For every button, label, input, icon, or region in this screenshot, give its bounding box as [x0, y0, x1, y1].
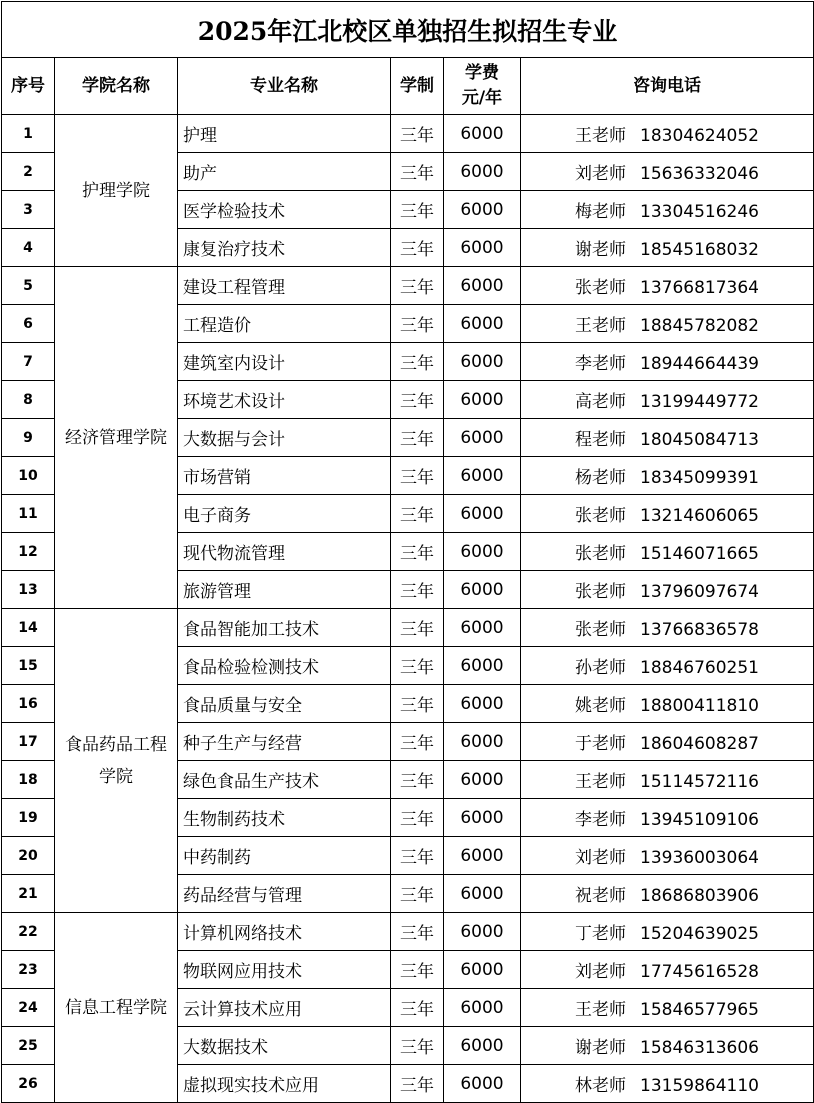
contact-cell — [521, 571, 814, 609]
contact-teacher: 王老师 — [575, 772, 627, 792]
tuition-fee: 6000 — [444, 533, 521, 571]
row-number: 22 — [2, 913, 55, 951]
college-name: 护理学院 — [55, 115, 178, 267]
contact-cell — [521, 229, 814, 267]
contact-teacher: 李老师 — [575, 810, 627, 830]
header-fee — [444, 58, 521, 115]
contact-phone: 18304624052 — [640, 126, 759, 146]
row-number: 4 — [2, 229, 55, 267]
duration: 三年 — [391, 761, 444, 799]
duration: 三年 — [391, 115, 444, 153]
header-major: 专业名称 — [178, 58, 391, 115]
duration: 三年 — [391, 533, 444, 571]
tuition-fee: 6000 — [444, 1027, 521, 1065]
college-name: 经济管理学院 — [55, 267, 178, 609]
row-number: 7 — [2, 343, 55, 381]
table-row — [2, 913, 814, 951]
major-name: 现代物流管理 — [178, 533, 391, 571]
duration: 三年 — [391, 229, 444, 267]
header-contact: 咨询电话 — [521, 58, 814, 115]
major-name: 医学检验技术 — [178, 191, 391, 229]
duration: 三年 — [391, 989, 444, 1027]
contact-cell — [521, 1065, 814, 1103]
major-name: 电子商务 — [178, 495, 391, 533]
contact-phone: 15204639025 — [640, 924, 759, 944]
duration: 三年 — [391, 419, 444, 457]
major-name: 大数据与会计 — [178, 419, 391, 457]
row-number: 14 — [2, 609, 55, 647]
table-body — [2, 115, 814, 1103]
tuition-fee: 6000 — [444, 761, 521, 799]
duration: 三年 — [391, 343, 444, 381]
duration: 三年 — [391, 381, 444, 419]
row-number: 5 — [2, 267, 55, 305]
contact-cell — [521, 495, 814, 533]
tuition-fee: 6000 — [444, 837, 521, 875]
duration: 三年 — [391, 837, 444, 875]
major-name: 市场营销 — [178, 457, 391, 495]
major-name: 计算机网络技术 — [178, 913, 391, 951]
contact-phone: 13936003064 — [640, 848, 759, 868]
contact-cell — [521, 875, 814, 913]
tuition-fee: 6000 — [444, 191, 521, 229]
row-number: 23 — [2, 951, 55, 989]
major-name: 助产 — [178, 153, 391, 191]
duration: 三年 — [391, 799, 444, 837]
contact-phone: 18686803906 — [640, 886, 759, 906]
contact-phone: 15114572116 — [640, 772, 759, 792]
contact-teacher: 孙老师 — [575, 658, 627, 678]
tuition-fee: 6000 — [444, 951, 521, 989]
contact-teacher: 张老师 — [575, 278, 627, 298]
contact-cell — [521, 191, 814, 229]
contact-phone: 13766836578 — [640, 620, 759, 640]
duration: 三年 — [391, 495, 444, 533]
contact-phone: 18345099391 — [640, 468, 759, 488]
row-number: 9 — [2, 419, 55, 457]
header-row — [2, 58, 814, 115]
contact-teacher: 张老师 — [575, 544, 627, 564]
tuition-fee: 6000 — [444, 153, 521, 191]
table-row — [2, 115, 814, 153]
duration: 三年 — [391, 609, 444, 647]
major-name: 建设工程管理 — [178, 267, 391, 305]
major-name: 建筑室内设计 — [178, 343, 391, 381]
duration: 三年 — [391, 647, 444, 685]
header-fee-line1: 学费 — [465, 63, 499, 83]
duration: 三年 — [391, 875, 444, 913]
contact-phone: 17745616528 — [640, 962, 759, 982]
contact-cell — [521, 343, 814, 381]
row-number: 13 — [2, 571, 55, 609]
contact-phone: 18944664439 — [640, 354, 759, 374]
major-name: 绿色食品生产技术 — [178, 761, 391, 799]
row-number: 11 — [2, 495, 55, 533]
tuition-fee: 6000 — [444, 989, 521, 1027]
contact-teacher: 谢老师 — [575, 240, 627, 260]
tuition-fee: 6000 — [444, 115, 521, 153]
contact-teacher: 高老师 — [575, 392, 627, 412]
contact-phone: 18604608287 — [640, 734, 759, 754]
header-college: 学院名称 — [55, 58, 178, 115]
contact-cell — [521, 837, 814, 875]
duration: 三年 — [391, 723, 444, 761]
contact-cell — [521, 153, 814, 191]
duration: 三年 — [391, 951, 444, 989]
duration: 三年 — [391, 1027, 444, 1065]
contact-teacher: 程老师 — [575, 430, 627, 450]
contact-teacher: 于老师 — [575, 734, 627, 754]
contact-teacher: 谢老师 — [575, 1038, 627, 1058]
major-name: 中药制药 — [178, 837, 391, 875]
row-number: 15 — [2, 647, 55, 685]
row-number: 24 — [2, 989, 55, 1027]
major-name: 护理 — [178, 115, 391, 153]
row-number: 26 — [2, 1065, 55, 1103]
row-number: 25 — [2, 1027, 55, 1065]
contact-cell — [521, 1027, 814, 1065]
contact-cell — [521, 989, 814, 1027]
contact-teacher: 梅老师 — [575, 202, 627, 222]
duration: 三年 — [391, 153, 444, 191]
contact-cell — [521, 267, 814, 305]
tuition-fee: 6000 — [444, 799, 521, 837]
major-name: 种子生产与经营 — [178, 723, 391, 761]
contact-phone: 18845782082 — [640, 316, 759, 336]
duration: 三年 — [391, 191, 444, 229]
college-name: 食品药品工程学院 — [55, 609, 178, 913]
contact-teacher: 张老师 — [575, 620, 627, 640]
contact-cell — [521, 951, 814, 989]
tuition-fee: 6000 — [444, 495, 521, 533]
contact-phone: 18045084713 — [640, 430, 759, 450]
major-name: 食品检验检测技术 — [178, 647, 391, 685]
header-duration: 学制 — [391, 58, 444, 115]
row-number: 18 — [2, 761, 55, 799]
table-title: 2025年江北校区单独招生拟招生专业 — [2, 2, 814, 58]
major-name: 虚拟现实技术应用 — [178, 1065, 391, 1103]
major-name: 环境艺术设计 — [178, 381, 391, 419]
tuition-fee: 6000 — [444, 267, 521, 305]
major-name: 生物制药技术 — [178, 799, 391, 837]
row-number: 3 — [2, 191, 55, 229]
major-name: 药品经营与管理 — [178, 875, 391, 913]
tuition-fee: 6000 — [444, 913, 521, 951]
contact-cell — [521, 799, 814, 837]
row-number: 8 — [2, 381, 55, 419]
contact-cell — [521, 913, 814, 951]
enrollment-table — [1, 1, 814, 1103]
table-row — [2, 609, 814, 647]
contact-cell — [521, 609, 814, 647]
title-row — [2, 2, 814, 58]
contact-teacher: 王老师 — [575, 126, 627, 146]
tuition-fee: 6000 — [444, 419, 521, 457]
contact-teacher: 祝老师 — [575, 886, 627, 906]
major-name: 大数据技术 — [178, 1027, 391, 1065]
tuition-fee: 6000 — [444, 609, 521, 647]
duration: 三年 — [391, 1065, 444, 1103]
contact-phone: 13766817364 — [640, 278, 759, 298]
contact-phone: 13199449772 — [640, 392, 759, 412]
contact-cell — [521, 761, 814, 799]
row-number: 20 — [2, 837, 55, 875]
contact-phone: 15146071665 — [640, 544, 759, 564]
college-name: 信息工程学院 — [55, 913, 178, 1103]
tuition-fee: 6000 — [444, 229, 521, 267]
row-number: 6 — [2, 305, 55, 343]
contact-cell — [521, 533, 814, 571]
contact-phone: 18846760251 — [640, 658, 759, 678]
major-name: 云计算技术应用 — [178, 989, 391, 1027]
row-number: 2 — [2, 153, 55, 191]
contact-phone: 18800411810 — [640, 696, 759, 716]
contact-teacher: 李老师 — [575, 354, 627, 374]
contact-cell — [521, 419, 814, 457]
contact-phone: 13214606065 — [640, 506, 759, 526]
duration: 三年 — [391, 457, 444, 495]
tuition-fee: 6000 — [444, 875, 521, 913]
contact-cell — [521, 381, 814, 419]
row-number: 21 — [2, 875, 55, 913]
duration: 三年 — [391, 305, 444, 343]
tuition-fee: 6000 — [444, 647, 521, 685]
header-no: 序号 — [2, 58, 55, 115]
tuition-fee: 6000 — [444, 685, 521, 723]
tuition-fee: 6000 — [444, 305, 521, 343]
row-number: 17 — [2, 723, 55, 761]
contact-teacher: 杨老师 — [575, 468, 627, 488]
row-number: 10 — [2, 457, 55, 495]
contact-phone: 13304516246 — [640, 202, 759, 222]
contact-phone: 15636332046 — [640, 164, 759, 184]
table-row — [2, 267, 814, 305]
row-number: 12 — [2, 533, 55, 571]
row-number: 1 — [2, 115, 55, 153]
major-name: 食品智能加工技术 — [178, 609, 391, 647]
contact-teacher: 张老师 — [575, 506, 627, 526]
contact-teacher: 王老师 — [575, 1000, 627, 1020]
contact-phone: 13796097674 — [640, 582, 759, 602]
contact-cell — [521, 305, 814, 343]
contact-phone: 15846577965 — [640, 1000, 759, 1020]
contact-cell — [521, 647, 814, 685]
contact-teacher: 丁老师 — [575, 924, 627, 944]
major-name: 工程造价 — [178, 305, 391, 343]
contact-teacher: 刘老师 — [575, 848, 627, 868]
duration: 三年 — [391, 913, 444, 951]
major-name: 物联网应用技术 — [178, 951, 391, 989]
tuition-fee: 6000 — [444, 457, 521, 495]
duration: 三年 — [391, 685, 444, 723]
contact-phone: 13159864110 — [640, 1076, 759, 1096]
contact-phone: 15846313606 — [640, 1038, 759, 1058]
tuition-fee: 6000 — [444, 1065, 521, 1103]
duration: 三年 — [391, 571, 444, 609]
contact-teacher: 刘老师 — [575, 962, 627, 982]
contact-cell — [521, 685, 814, 723]
contact-cell — [521, 115, 814, 153]
tuition-fee: 6000 — [444, 343, 521, 381]
contact-cell — [521, 723, 814, 761]
row-number: 19 — [2, 799, 55, 837]
contact-teacher: 王老师 — [575, 316, 627, 336]
contact-teacher: 刘老师 — [575, 164, 627, 184]
contact-cell — [521, 457, 814, 495]
major-name: 食品质量与安全 — [178, 685, 391, 723]
contact-phone: 13945109106 — [640, 810, 759, 830]
duration: 三年 — [391, 267, 444, 305]
major-name: 旅游管理 — [178, 571, 391, 609]
contact-teacher: 林老师 — [575, 1076, 627, 1096]
row-number: 16 — [2, 685, 55, 723]
tuition-fee: 6000 — [444, 381, 521, 419]
contact-phone: 18545168032 — [640, 240, 759, 260]
contact-teacher: 张老师 — [575, 582, 627, 602]
major-name: 康复治疗技术 — [178, 229, 391, 267]
header-fee-line2: 元/年 — [461, 88, 503, 108]
tuition-fee: 6000 — [444, 571, 521, 609]
contact-teacher: 姚老师 — [575, 696, 627, 716]
tuition-fee: 6000 — [444, 723, 521, 761]
